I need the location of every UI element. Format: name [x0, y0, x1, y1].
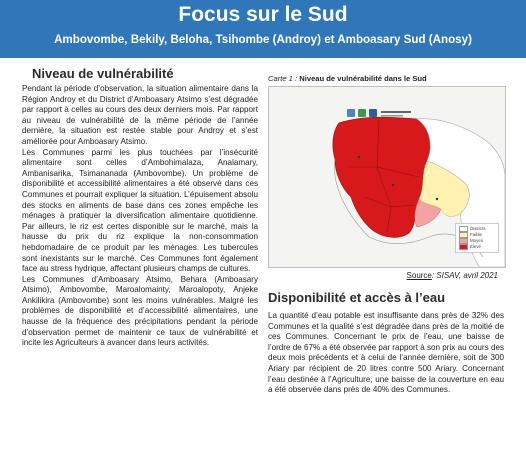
vulnerability-paragraph-3: Les Communes d’Amboasary Atsimo, Behara (Amboasary Atsimo), Ambovombe, Maroalomainty, Maroalopoty, Anjeke Ankilikira (Ambovombe) sont les moins vulnérables. Malgré les problèmes de disponibilité et d’accessibilité alimentaires, une hausse de la fréquence des précipitations pendant la période d’observation permet de maintenir ce taux de vulnérabilité et incite les Agriculteurs à avancer dans leurs activités.	[22, 274, 258, 348]
map-caption-prefix: Carte 1 :	[268, 74, 298, 83]
legend-label-medium: Moyen	[470, 238, 484, 243]
legend-label-low: Faible	[470, 232, 482, 237]
map-caption-title: Niveau de vulnérabilité dans le Sud	[299, 74, 427, 83]
logo-badge-1	[347, 109, 355, 117]
map-source	[268, 270, 504, 281]
map-caption	[268, 74, 504, 84]
vulnerability-paragraph-2: Les Communes parmi les plus touchées par l’insécurité alimentaire sont celles d’Ambohimalaza, Analamary, Ambanisarika, Tsimananada (Ambovombe). Un problème de disponibilité et accessibilité alimentaires a été observé dans ces Communes et pourrait expliquer la situation. L’épuisement absolu des stocks en aliments de base dans ces zones empêche les ménages à pratiquer la diversification alimentaire quotidienne. Par ailleurs, le riz est certes disponible sur le marché, mais la hausse du prix du riz explique la non-consommation hebdomadaire de ce produit par les ménages. Les tubercules sont inexistants sur le marché. Ces Communes font également face au stress hydrique, affectant plusieurs champs de cultures.	[22, 147, 258, 274]
legend-label-districts: Districts	[470, 226, 486, 231]
header-banner	[0, 0, 526, 58]
legend-item-high	[459, 244, 495, 250]
map-legend	[455, 223, 499, 253]
section-vulnerability-title: Niveau de vulnérabilité	[32, 66, 174, 81]
vulnerability-map	[268, 86, 506, 268]
legend-swatch-high	[459, 244, 468, 250]
map-source-label: Source	[406, 271, 432, 280]
page-subtitle: Ambovombe, Bekily, Beloha, Tsihombe (Androy) et Amboasary Sud (Anosy)	[54, 33, 472, 46]
right-column	[268, 64, 504, 396]
section-water-title: Disponibilité et accès à l’eau	[268, 290, 446, 305]
map-source-text: : SISAV, avril 2021	[431, 271, 498, 280]
vulnerability-paragraph-1: Pendant la période d’observation, la situation alimentaire dans la Région Androy et du District d’Amboasary Atsimo s’est dégradée par rapport à celles au cours des deux derniers mois. Par rapport au niveau de vulnérabilité de la même période de l’année dernière, la situation est restée stable pour Androy et s’est améliorée pour Amboasary Atsimo.	[22, 84, 258, 146]
water-paragraph: La quantité d’eau potable est insuffisante dans près de 32% des Communes et la qualité s’est dégradée dans près de la moitié de ces Communes. Concernant le prix de l’eau, une baisse de l’ordre de 67% a été observée par rapport à son prix au cours des deux mois précédents et à celui de l’année dernière, soit de 300 Ariary par récipient de 20 litres contre 500 Ariary. Concernant l’eau destinée à l’Agriculture, une baisse de la couverture en eau a été observée dans près de 40% des Communes.	[268, 311, 504, 395]
left-column	[22, 64, 258, 349]
logo-text-line	[381, 111, 411, 113]
legend-label-high: Élevé	[470, 244, 481, 249]
page-title: Focus sur le Sud	[178, 3, 348, 26]
logo-badge-3	[369, 109, 377, 117]
logo-badge-2	[358, 109, 366, 117]
